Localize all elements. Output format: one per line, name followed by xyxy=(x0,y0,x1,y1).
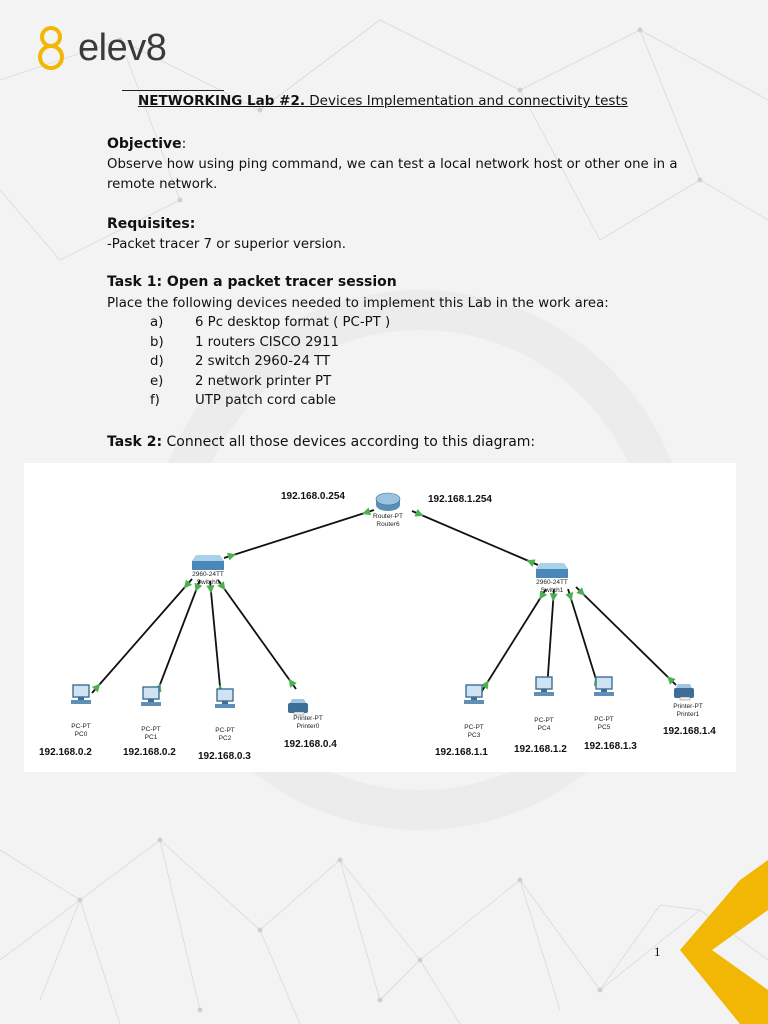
device-type: 2960-24TT xyxy=(536,579,568,586)
pc-icons xyxy=(71,677,614,708)
list-marker: f) xyxy=(150,393,160,408)
patch-cable-link xyxy=(210,581,221,697)
objective-line-1: Observe how using ping command, we can test a local network host or other one in a xyxy=(107,157,678,172)
device-list xyxy=(150,313,390,411)
host-ip: 192.168.1.1 xyxy=(435,747,488,758)
host-label xyxy=(534,717,554,733)
pc-icon xyxy=(464,685,484,704)
brand-name: elev8 xyxy=(78,27,167,69)
host-label xyxy=(71,723,91,739)
host-label xyxy=(293,715,323,731)
switch-left-label xyxy=(192,571,224,587)
printer-icon xyxy=(288,699,308,715)
task1-intro: Place the following devices needed to implement this Lab in the work area: xyxy=(107,296,609,311)
pc-icon xyxy=(215,689,235,708)
device-type: PC-PT xyxy=(215,727,235,734)
pc-icon xyxy=(534,677,554,696)
list-item xyxy=(150,313,390,333)
router-label xyxy=(373,513,403,529)
device-name: PC4 xyxy=(537,725,551,732)
list-item xyxy=(150,333,390,353)
host-ip: 192.168.0.3 xyxy=(198,751,251,762)
host-ip: 192.168.1.2 xyxy=(514,744,567,755)
device-name: PC1 xyxy=(144,734,158,741)
title-bold: NETWORKING Lab #2. xyxy=(138,93,305,109)
list-text: 2 switch 2960-24 TT xyxy=(195,354,331,369)
device-type: 2960-24TT xyxy=(192,571,224,578)
title-rule xyxy=(122,90,224,91)
host-ip: 192.168.0.2 xyxy=(39,747,92,758)
host-label xyxy=(215,727,235,743)
title-rest: Devices Implementation and connectivity tests xyxy=(304,93,628,109)
host-label xyxy=(464,724,484,740)
patch-cable-link xyxy=(92,579,192,693)
diagram-canvas xyxy=(24,463,736,772)
device-name: PC3 xyxy=(467,732,481,739)
page-number: 1 xyxy=(654,944,661,959)
device-type: PC-PT xyxy=(534,717,554,724)
list-marker: d) xyxy=(150,354,164,369)
router-ip-right: 192.168.1.254 xyxy=(428,494,492,505)
objective-heading xyxy=(107,136,186,152)
patch-cable-link xyxy=(547,589,554,689)
patch-cable-link xyxy=(218,580,296,689)
objective-colon: : xyxy=(181,136,187,152)
patch-cable-link xyxy=(156,580,200,695)
device-type: Printer-PT xyxy=(673,703,703,710)
objective-heading-text: Objective xyxy=(107,136,182,152)
host-ip: 192.168.0.2 xyxy=(123,747,176,758)
device-name: PC5 xyxy=(597,724,611,731)
list-item xyxy=(150,372,390,392)
port-status-icon xyxy=(289,679,297,688)
switch-right-label xyxy=(536,579,568,595)
patch-cable-link xyxy=(576,587,676,685)
host-label xyxy=(141,726,161,742)
host-label xyxy=(673,703,703,719)
patch-cable-link xyxy=(412,511,538,565)
list-text: 6 Pc desktop format ( PC-PT ) xyxy=(195,315,391,330)
list-marker: a) xyxy=(150,315,164,330)
list-item xyxy=(150,391,390,411)
list-item xyxy=(150,352,390,372)
host-ip: 192.168.1.4 xyxy=(663,726,716,737)
router-icon xyxy=(376,493,400,511)
router-ip-left: 192.168.0.254 xyxy=(281,491,345,502)
task2-heading: Task 2: xyxy=(107,434,163,450)
device-name: PC0 xyxy=(74,731,88,738)
device-type: PC-PT xyxy=(464,724,484,731)
ports xyxy=(92,508,676,694)
task2-line xyxy=(107,432,535,452)
pc-icon xyxy=(594,677,614,696)
pc-icon xyxy=(141,687,161,706)
corner-chevron-decoration xyxy=(680,860,768,1024)
patch-cable-link xyxy=(224,510,374,558)
elev8-logo-icon xyxy=(36,25,66,71)
device-type: Printer-PT xyxy=(293,715,323,722)
device-type: Router-PT xyxy=(373,513,403,520)
network-diagram xyxy=(24,463,736,772)
requisites-text: -Packet tracer 7 or superior version. xyxy=(107,237,346,252)
printer-icon xyxy=(674,684,694,700)
device-name: Printer0 xyxy=(296,723,320,730)
list-text: 2 network printer PT xyxy=(195,373,332,389)
list-marker: b) xyxy=(150,334,164,350)
device-name: Switch1 xyxy=(540,587,564,594)
switch-left-icon xyxy=(192,555,224,570)
host-label xyxy=(594,716,614,732)
page-title xyxy=(138,93,628,109)
host-ip: 192.168.0.4 xyxy=(284,739,337,750)
device-name: Router6 xyxy=(376,521,400,528)
host-ip: 192.168.1.3 xyxy=(584,741,637,752)
task1-heading: Task 1: Open a packet tracer session xyxy=(107,274,397,290)
switch-right-icon xyxy=(536,563,568,578)
list-marker: e) xyxy=(150,373,164,389)
task2-text: Connect all those devices according to this diagram: xyxy=(162,434,536,450)
requisites-heading: Requisites: xyxy=(107,216,196,232)
device-name: Switch0 xyxy=(196,579,220,586)
device-name: Printer1 xyxy=(676,711,700,718)
brand-logo xyxy=(36,24,166,72)
pc-icon xyxy=(71,685,91,704)
device-type: PC-PT xyxy=(71,723,91,730)
list-text: UTP patch cord cable xyxy=(195,393,336,408)
links xyxy=(92,510,676,697)
patch-cable-link xyxy=(482,589,546,691)
list-text: 1 routers CISCO 2911 xyxy=(195,334,339,350)
objective-line-2: remote network. xyxy=(107,177,218,192)
device-type: PC-PT xyxy=(141,726,161,733)
device-type: PC-PT xyxy=(594,716,614,723)
device-name: PC2 xyxy=(218,735,232,742)
